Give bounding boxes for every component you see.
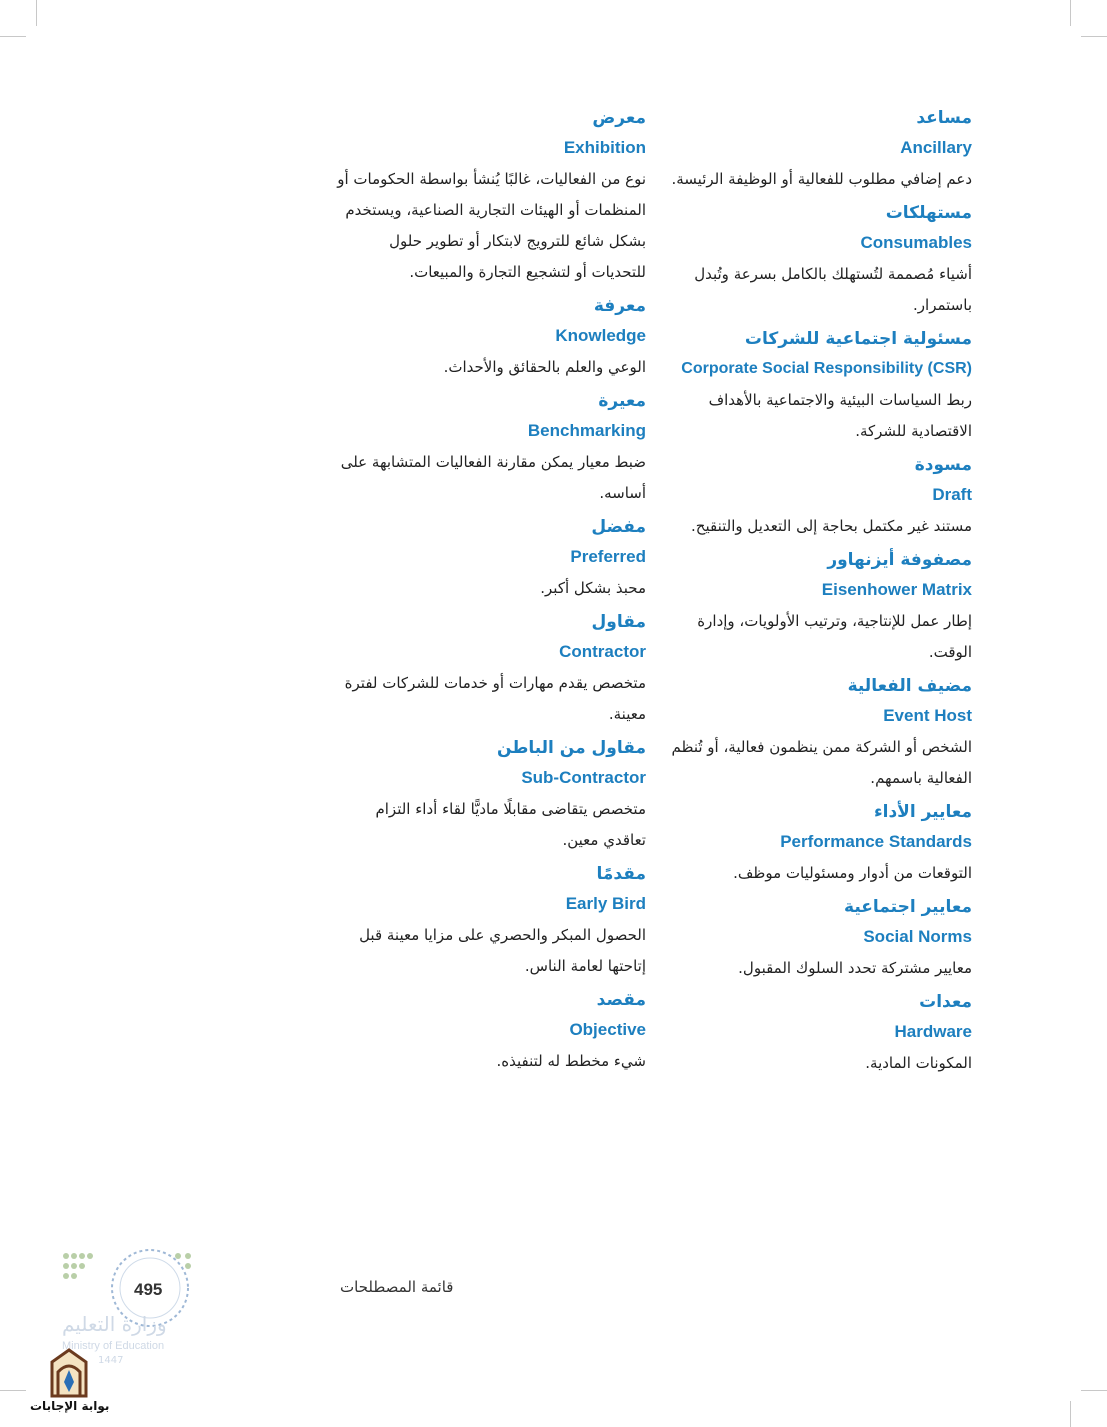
ministry-name-english: Ministry of Education [62, 1340, 165, 1352]
term-definition: دعم إضافي مطلوب للفعالية أو الوظيفة الرئيسة. [671, 170, 972, 188]
term-arabic: مقاول [591, 612, 646, 632]
term-arabic: معدات [919, 992, 972, 1012]
term-english: Event Host [883, 706, 972, 725]
term-english: Benchmarking [527, 421, 646, 440]
term-definition: مستند غير مكتمل بحاجة إلى التعديل والتنقيح. [691, 517, 972, 535]
term-arabic: مقاول من الباطن [497, 738, 646, 758]
term-definition: متخصص يقدم مهارات أو خدمات للشركات لفترة معينة. [344, 674, 646, 723]
term-english: Early Bird [565, 894, 646, 913]
term-arabic: معايير الأداء [873, 802, 972, 822]
crop-mark [1070, 1401, 1071, 1427]
crop-mark [36, 0, 37, 26]
term-definition: شيء مخطط له لتنفيذه. [496, 1052, 646, 1070]
crop-mark [1081, 36, 1107, 37]
term-english: Preferred [570, 547, 646, 566]
term-english: Social Norms [863, 927, 972, 946]
glossary-entry [336, 736, 646, 856]
term-definition: الوعي والعلم بالحقائق والأحداث. [443, 358, 646, 376]
glossary-entry [660, 327, 972, 447]
term-arabic: مفضل [591, 517, 646, 537]
crop-mark [0, 36, 26, 37]
ministry-name-arabic: وزارة التعليم [62, 1312, 167, 1336]
term-definition: أشياء مُصممة لتُستهلك بالكامل بسرعة وتُبدل باستمرار. [694, 265, 972, 314]
term-definition: المكونات المادية. [865, 1054, 972, 1072]
crop-mark [0, 1390, 26, 1391]
term-english: Knowledge [555, 326, 646, 345]
glossary-entry [660, 548, 972, 668]
term-arabic: معرض [592, 108, 646, 128]
glossary-entry [660, 453, 972, 542]
term-arabic: مصفوفة أيزنهاور [827, 550, 972, 570]
term-definition: متخصص يتقاضى مقابلًا ماديًّا لقاء أداء التزام تعاقدي معين. [375, 800, 646, 849]
glossary-entry [660, 895, 972, 984]
term-arabic: مقدمًا [596, 864, 646, 884]
term-definition: الحصول المبكر والحصري على مزايا معينة قبل إتاحتها لعامة الناس. [359, 926, 646, 975]
term-english: Consumables [860, 233, 972, 252]
term-english: Hardware [894, 1022, 972, 1041]
glossary-entry [660, 106, 972, 195]
portal-logo-icon [46, 1348, 92, 1400]
section-title: قائمة المصطلحات [340, 1278, 454, 1296]
page-number: 495 [134, 1280, 163, 1299]
term-arabic: مستهلكات [885, 203, 972, 223]
term-english: Objective [569, 1020, 646, 1039]
glossary-column-right [660, 100, 972, 1085]
term-definition: الشخص أو الشركة ممن ينظمون فعالية، أو تُنظم الفعالية باسمهم. [671, 738, 972, 787]
glossary-entry [336, 294, 646, 383]
crop-mark [1070, 0, 1071, 26]
glossary-entry [336, 862, 646, 982]
term-arabic: مساعد [916, 108, 972, 128]
glossary-entry [336, 610, 646, 730]
term-definition: ربط السياسات البيئية والاجتماعية بالأهداف الاقتصادية للشركة. [708, 391, 972, 440]
term-english: Corporate Social Responsibility (CSR) [681, 360, 972, 377]
term-english: Eisenhower Matrix [821, 580, 972, 599]
ministry-year: 1447 [98, 1355, 124, 1366]
term-arabic: مقصد [596, 990, 646, 1010]
glossary-entry [336, 515, 646, 604]
term-english: Performance Standards [780, 832, 972, 851]
glossary-entry [336, 988, 646, 1077]
glossary-entry [660, 990, 972, 1079]
term-arabic: مسئولية اجتماعية للشركات [744, 329, 972, 349]
glossary-column-left [336, 100, 646, 1083]
glossary-entry [336, 389, 646, 509]
term-english: Draft [932, 485, 972, 504]
glossary-entry [660, 674, 972, 794]
portal-label: بوابة الإجابات [30, 1399, 110, 1413]
term-english: Exhibition [563, 138, 646, 157]
term-definition: ضبط معيار يمكن مقارنة الفعاليات المتشابهة على أساسه. [340, 453, 646, 502]
term-english: Sub-Contractor [521, 768, 646, 787]
term-definition: إطار عمل للإنتاجية، وترتيب الأولويات، وإدارة الوقت. [697, 612, 972, 661]
term-arabic: معايير اجتماعية [844, 897, 972, 917]
term-arabic: معرفة [593, 296, 646, 316]
term-arabic: معيرة [598, 391, 646, 411]
term-english: Ancillary [900, 138, 972, 157]
glossary-entry [336, 106, 646, 288]
crop-mark [1081, 1390, 1107, 1391]
term-definition: التوقعات من أدوار ومسئوليات موظف. [733, 864, 972, 882]
term-arabic: مسودة [914, 455, 972, 475]
term-definition: معايير مشتركة تحدد السلوك المقبول. [738, 959, 972, 977]
term-definition: محبذ بشكل أكبر. [540, 579, 646, 597]
term-definition: نوع من الفعاليات، غالبًا يُنشأ بواسطة الحكومات أو المنظمات أو الهيئات التجارية الصناعية، ويستخدم بشكل شائع للترويج لابتكار أو تطوير حلول للتحديات أو لتشجيع التجارة والمبيعات. [337, 170, 646, 281]
term-arabic: مضيف الفعالية [847, 676, 972, 696]
term-english: Contractor [559, 642, 646, 661]
glossary-entry [660, 201, 972, 321]
glossary-entry [660, 800, 972, 889]
